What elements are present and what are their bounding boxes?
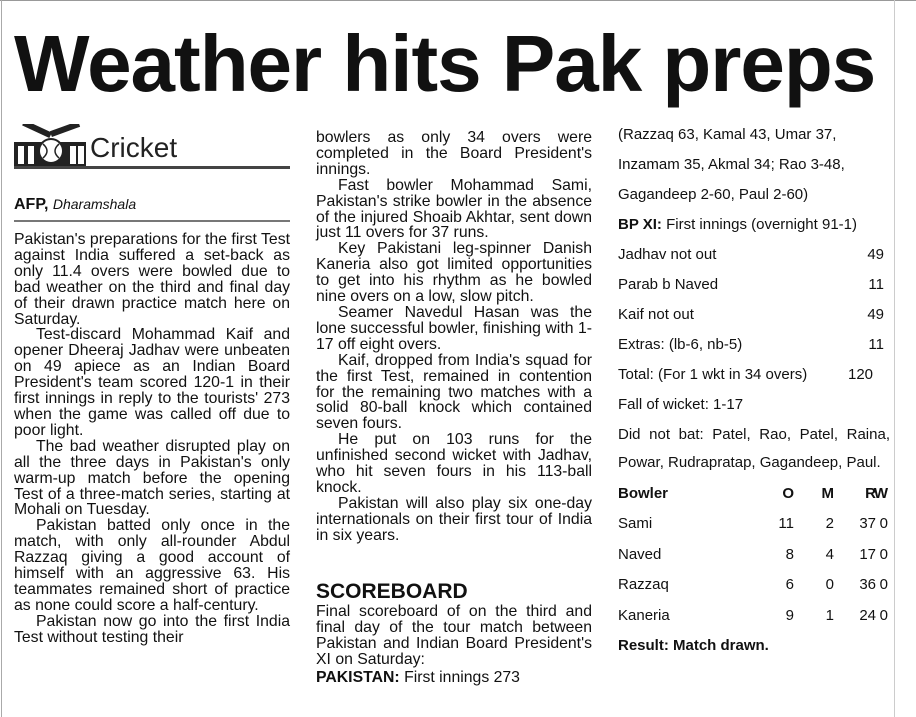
maidens: 2 (825, 515, 834, 533)
wickets-header: W (873, 485, 888, 502)
scoreboard-intro (316, 604, 592, 686)
bp-innings (618, 210, 890, 240)
byline-rule (14, 220, 290, 222)
batting-row (618, 330, 890, 360)
fall-of-wicket: Fall of wicket: 1-17 (618, 396, 744, 413)
paragraph: Seamer Navedul Hasan was the lone successful bowler, finishing with 1-17 off eight overs. (316, 303, 592, 353)
bowling-row (618, 570, 890, 600)
maidens-header: M (821, 485, 834, 502)
runs: 11 (868, 276, 884, 293)
paragraph: Pakistan now go into the first India Test without testing their (14, 612, 290, 646)
byline (14, 193, 136, 216)
bowler-name: Sami (618, 515, 653, 533)
paragraph: Test-discard Mohammad Kaif and opener Dheeraj Jadhav were unbeaten on 49 apiece as an Indian Board President's team scored 120-1 in their first innings in reply to the tourists' 273 when the game was called off due to poor light. (14, 326, 290, 439)
bowler-header: Bowler (618, 485, 669, 502)
runs: 17 (859, 545, 876, 563)
overs: 11 (778, 515, 794, 533)
section-rule (14, 166, 290, 169)
article-column-1 (14, 232, 290, 646)
paragraph: The bad weather disrupted play on all the three days in Pakistan's only warm-up match before the opening Test of a three-match series, starting at Mohali on Tuesday. (14, 437, 290, 519)
pakistan-label: PAKISTAN: (316, 668, 400, 686)
scoreboard-column-3 (618, 120, 890, 661)
batting-row (618, 270, 890, 300)
batting-row (618, 240, 890, 270)
wickets: 0 (879, 606, 888, 624)
total-row (618, 360, 890, 390)
batting-row (618, 300, 890, 330)
overs: 6 (785, 576, 794, 594)
extras: Extras: (lb-6, nb-5) (618, 336, 743, 353)
bowling-row (618, 601, 890, 631)
bowling-row (618, 509, 890, 539)
bowler-name: Kaneria (618, 606, 670, 624)
bowler-name: Razzaq (618, 576, 669, 594)
maidens: 1 (825, 606, 834, 624)
wickets: 0 (879, 576, 888, 594)
match-result: Result: Match drawn. (618, 636, 769, 654)
runs: 24 (859, 606, 876, 624)
bowling-row (618, 540, 890, 570)
runs: 49 (867, 306, 884, 323)
total-runs: 120 (848, 366, 874, 383)
runs: 49 (867, 246, 884, 263)
did-not-bat: Did not bat: Patel, Rao, Patel, Raina, Powar, Rudrapratap, Gagandeep, Paul. (618, 426, 890, 471)
paragraph: Fast bowler Mohammad Sami, Pakistan's strike bowler in the absence of the injured Shoaib Akhtar, sent down just 11 overs for 37 runs. (316, 176, 592, 242)
bp-innings-text: First innings (overnight 91-1) (666, 216, 857, 233)
maidens: 0 (825, 576, 834, 594)
runs: 37 (859, 515, 876, 533)
runs: 11 (868, 336, 884, 353)
overs: 8 (785, 545, 794, 563)
paragraph: Key Pakistani leg-spinner Danish Kaneria also got limited opportunities to get into his rhythm as he bowled nine overs on a low, slow pitch. (316, 240, 592, 306)
pakistan-innings-text: First innings 273 (404, 668, 520, 686)
byline-place: Dharamshala (52, 196, 137, 212)
byline-agency: AFP, (14, 196, 49, 213)
overs-header: O (782, 485, 794, 502)
runs-header: R (865, 485, 876, 502)
page-left-rule (1, 0, 2, 717)
article-column-2 (316, 130, 592, 544)
batsman: Kaif not out (618, 306, 694, 323)
page-top-rule (0, 0, 916, 4)
paragraph: bowlers as only 34 overs were completed in the Board President's innings. (316, 129, 592, 178)
bp-label: BP XI: (618, 216, 662, 233)
bowler-name: Naved (618, 545, 662, 563)
maidens: 4 (825, 545, 834, 563)
total-label: Total: (For 1 wkt in 34 overs) (618, 366, 808, 383)
page-right-rule (894, 0, 895, 717)
pakistan-innings (316, 670, 592, 686)
paragraph: Kaif, dropped from India's squad for the first Test, remained in contention for the remaining two matches with a solid 80-ball knock which contained seven fours. (316, 351, 592, 433)
paragraph: Pakistan's preparations for the first Test against India suffered a set-back as only 11.4 overs were bowled due to bad weather on the third and final day of their drawn practice match here on Saturday. (14, 231, 290, 328)
paragraph: He put on 103 runs for the unfinished second wicket with Jadhav, who hit seven fours in his 113-ball knock. (316, 431, 592, 496)
scoreboard-intro-text: Final scoreboard of on the third and final day of the tour match between Pakistan and Indian Board President's XI on Saturday: (316, 603, 592, 668)
bowling-header (618, 479, 890, 509)
overs: 9 (785, 606, 794, 624)
wickets: 0 (879, 515, 888, 533)
runs: 36 (859, 576, 876, 594)
pakistan-innings-detail: (Razzaq 63, Kamal 43, Umar 37, Inzamam 35, Akmal 34; Rao 3-48, Gagandeep 2-60, Paul 2-60) (618, 126, 845, 203)
scoreboard-heading: SCOREBOARD (316, 580, 468, 603)
paragraph: Pakistan batted only once in the match, with only all-rounder Abdul Razzaq giving a good account of himself with an aggressive 63. His teammates remained short of practice as none could score a half-century. (14, 517, 290, 614)
batsman: Jadhav not out (618, 246, 717, 263)
wickets: 0 (879, 545, 888, 563)
headline: Weather hits Pak preps (14, 19, 876, 108)
section-label: Cricket (90, 132, 178, 163)
batsman: Parab b Naved (618, 276, 719, 293)
paragraph: Pakistan will also play six one-day internationals on their first tour of India in six years. (316, 494, 592, 544)
